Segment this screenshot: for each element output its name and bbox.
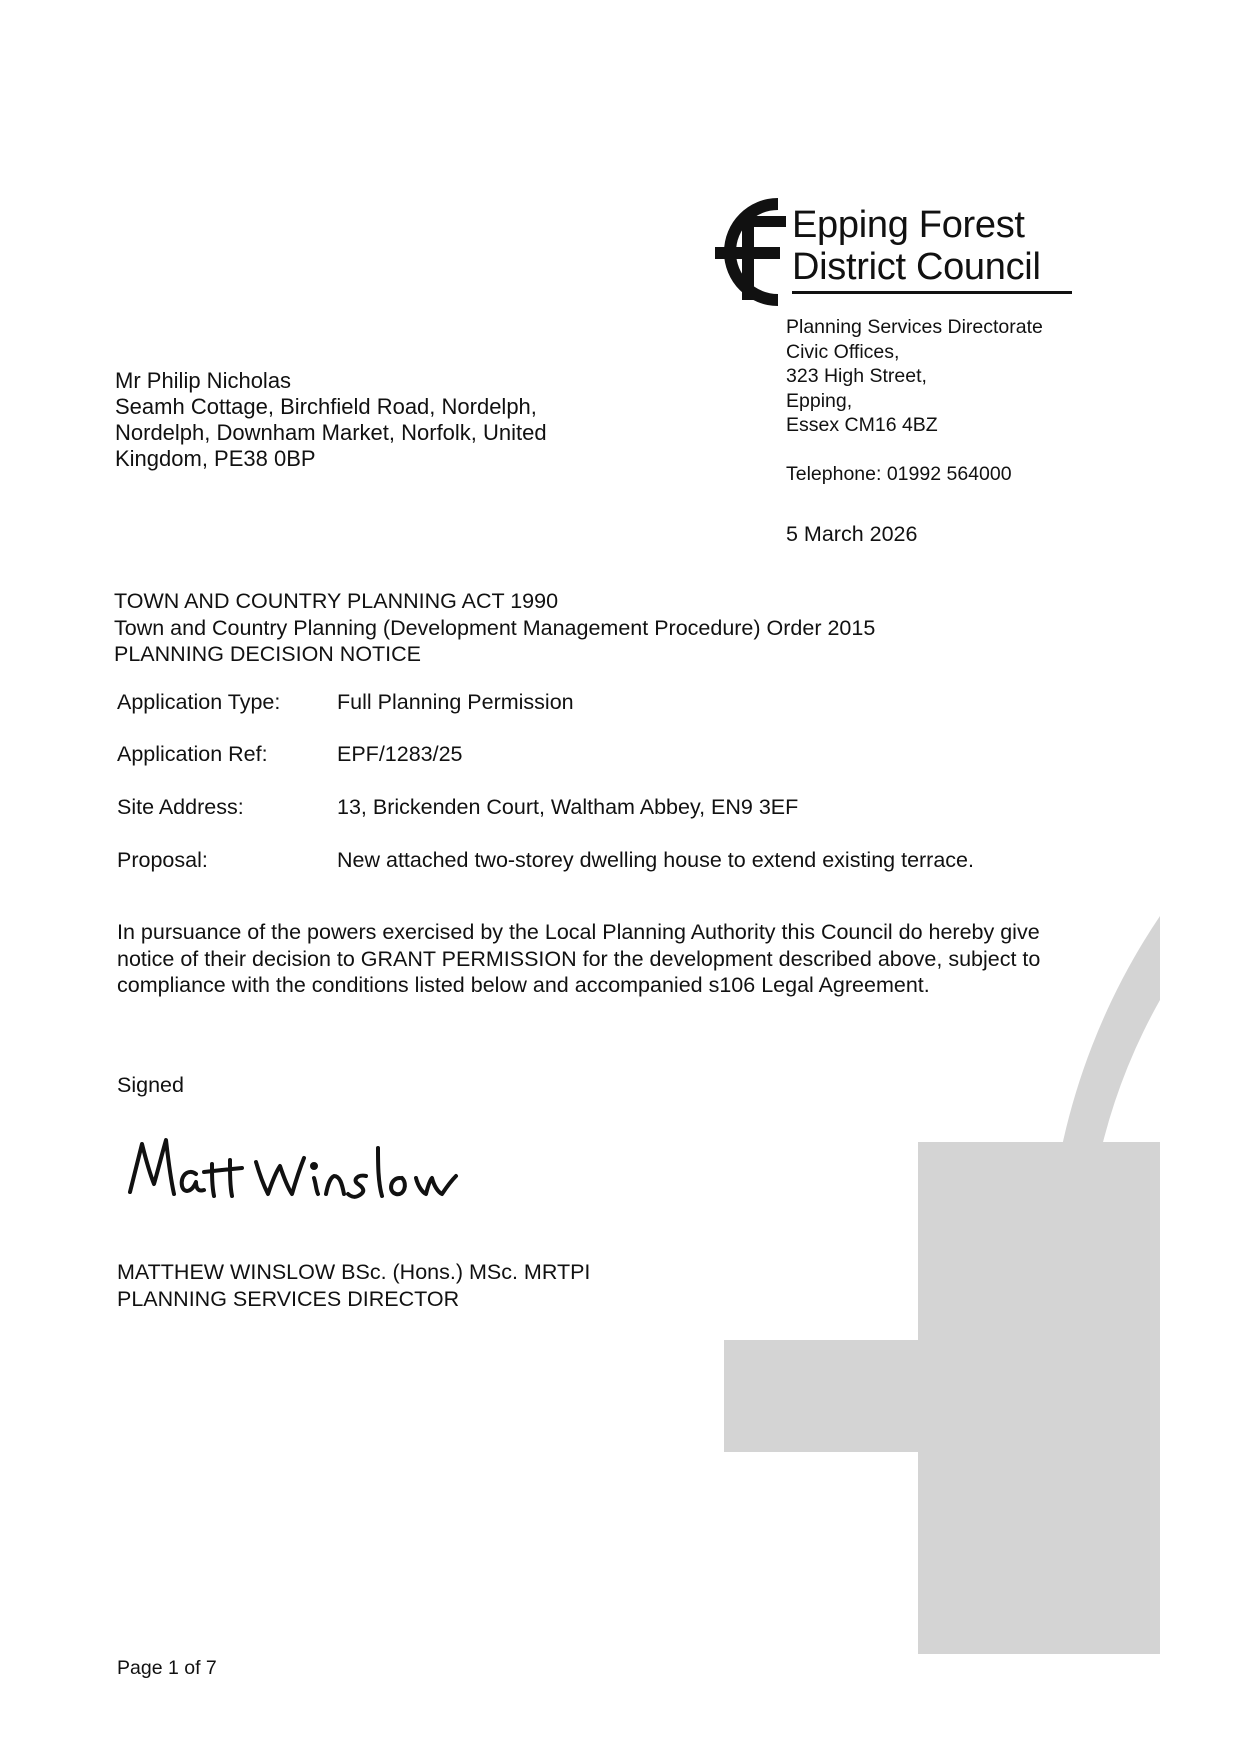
decision-paragraph <box>117 919 1127 999</box>
signatory-title: PLANNING SERVICES DIRECTOR <box>117 1286 460 1311</box>
site-address-label: Site Address: <box>117 795 244 819</box>
site-address-value: 13, Brickenden Court, Waltham Abbey, EN9 3EF <box>337 795 799 819</box>
watermark-stem <box>918 1142 1160 1654</box>
application-type-label: Application Type: <box>117 690 281 714</box>
directorate: Planning Services Directorate <box>786 316 1043 338</box>
recipient-address-line-3: Kingdom, PE38 0BP <box>115 446 316 471</box>
heading-notice: PLANNING DECISION NOTICE <box>114 642 422 666</box>
council-address <box>786 315 1043 486</box>
page-number: Page 1 of 7 <box>117 1657 217 1679</box>
handwritten-signature <box>126 1130 466 1210</box>
watermark-crossbar <box>724 1340 1160 1452</box>
logo-underline <box>792 291 1072 294</box>
heading-order: Town and Country Planning (Development Management Procedure) Order 2015 <box>114 615 876 640</box>
notice-heading <box>114 588 875 668</box>
recipient-address-line-1: Seamh Cottage, Birchfield Road, Nordelph, <box>115 394 537 419</box>
proposal-value: New attached two-storey dwelling house to extend existing terrace. <box>337 848 974 872</box>
council-logo <box>698 196 1078 312</box>
decision-line-3: compliance with the conditions listed below and accompanied s106 Legal Agreement. <box>117 973 930 997</box>
town: Epping, <box>786 389 853 412</box>
signed-label: Signed <box>117 1073 184 1097</box>
decision-line-1: In pursuance of the powers exercised by the Local Planning Authority this Council do hereby give <box>117 920 1040 944</box>
county-postcode: Essex CM16 4BZ <box>786 414 938 436</box>
signatory-name: MATTHEW WINSLOW BSc. (Hons.) MSc. MRTPI <box>117 1260 591 1284</box>
signatory-block <box>117 1259 590 1312</box>
council-emblem-icon <box>698 196 788 306</box>
recipient-address-line-2: Nordelph, Downham Market, Norfolk, United <box>115 420 547 445</box>
logo-line-1: Epping Forest <box>792 204 1025 246</box>
application-type-value: Full Planning Permission <box>337 690 574 714</box>
application-ref-label: Application Ref: <box>117 742 268 766</box>
street: 323 High Street, <box>786 365 927 387</box>
watermark-ring <box>1047 916 1160 1654</box>
logo-line-2: District Council <box>792 246 1041 288</box>
recipient-name: Mr Philip Nicholas <box>115 368 292 393</box>
decision-line-2: notice of their decision to GRANT PERMISSION for the development described above, subject to <box>117 946 1041 971</box>
proposal-label: Proposal: <box>117 848 208 872</box>
application-ref-value: EPF/1283/25 <box>337 742 463 766</box>
building: Civic Offices, <box>786 340 900 363</box>
recipient-address <box>115 368 547 472</box>
heading-act: TOWN AND COUNTRY PLANNING ACT 1990 <box>114 589 559 613</box>
letter-date: 5 March 2026 <box>786 522 918 546</box>
telephone: Telephone: 01992 564000 <box>786 462 1012 485</box>
